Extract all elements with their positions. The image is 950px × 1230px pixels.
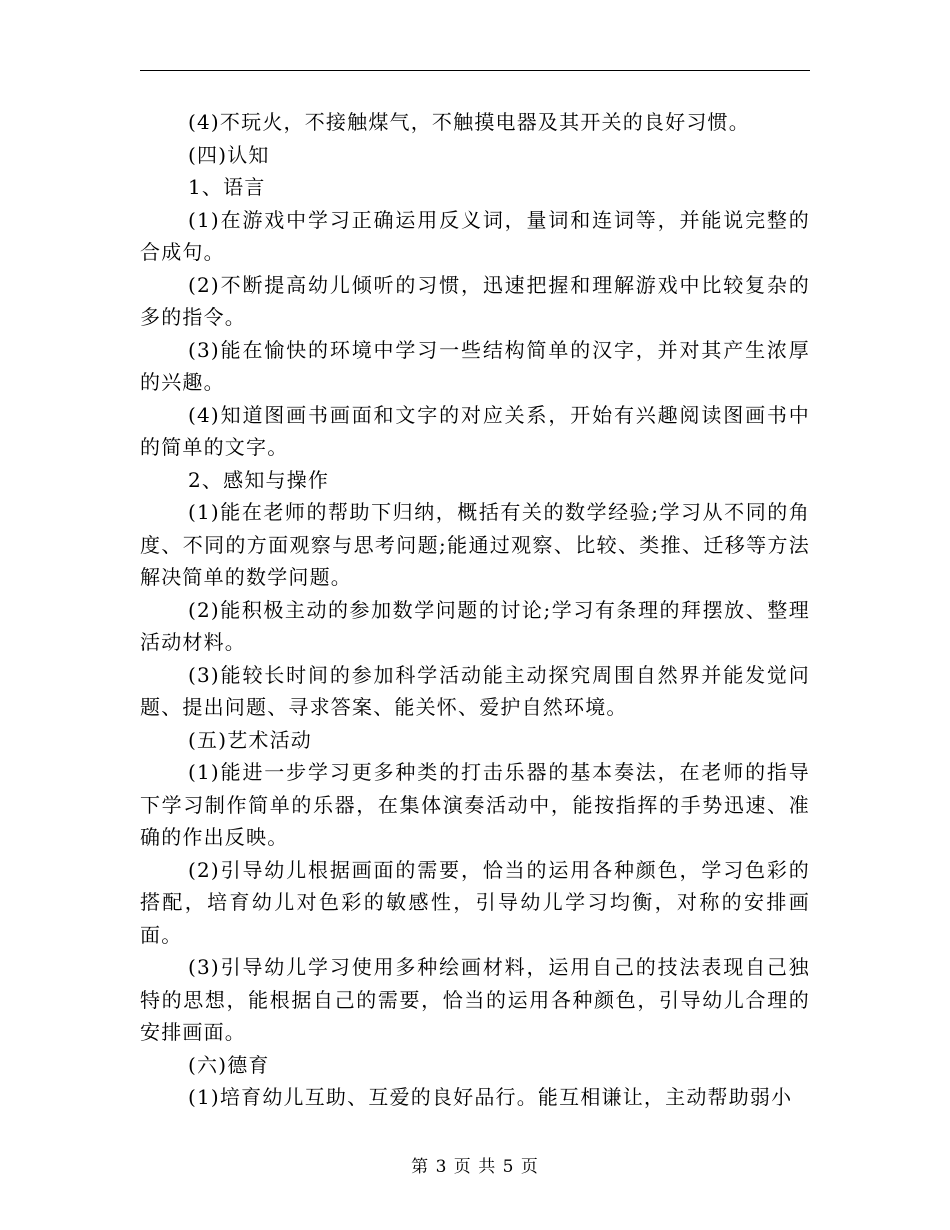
section-heading: (五)艺术活动 xyxy=(188,727,313,752)
paragraph: (2)引导幼儿根据画面的需要，恰当的运用各种颜色，学习色彩的搭配，培育幼儿对色彩的敏感性，引导幼儿学习均衡，对称的安排画面。 xyxy=(140,857,810,947)
section-heading: (四)认知 xyxy=(188,142,270,167)
paragraph: (3)引导幼儿学习使用多种绘画材料，运用自己的技法表现自己独特的思想，能根据自己的需要，恰当的运用各种颜色，引导幼儿合理的安排画面。 xyxy=(140,955,810,1044)
section-heading: (六)德育 xyxy=(188,1052,270,1077)
document-body xyxy=(140,106,810,1114)
paragraph: (1)能在老师的帮助下归纳，概括有关的数学经验;学习从不同的角度、不同的方面观察与思考问题;能通过观察、比较、类推、迁移等方法解决简单的数学问题。 xyxy=(140,500,810,589)
subsection-heading: 1、语言 xyxy=(188,175,266,199)
subsection-heading: 2、感知与操作 xyxy=(188,467,330,492)
page-number-footer: 第 3 页 共 5 页 xyxy=(411,1157,539,1177)
paragraph: (1)在游戏中学习正确运用反义词，量词和连词等，并能说完整的合成句。 xyxy=(140,207,810,264)
paragraph: (4)不玩火，不接触煤气，不触摸电器及其开关的良好习惯。 xyxy=(188,110,750,134)
paragraph: (4)知道图画书画面和文字的对应关系，开始有兴趣阅读图画书中的简单的文字。 xyxy=(140,402,810,459)
paragraph: (3)能在愉快的环境中学习一些结构简单的汉字，并对其产生浓厚的兴趣。 xyxy=(140,337,810,394)
paragraph: (1)能进一步学习更多种类的打击乐器的基本奏法，在老师的指导下学习制作简单的乐器，在集体演奏活动中，能按指挥的手势迅速、准确的作出反映。 xyxy=(140,760,810,849)
paragraph: (2)能积极主动的参加数学问题的讨论;学习有条理的拜摆放、整理活动材料。 xyxy=(140,597,810,654)
paragraph: (2)不断提高幼儿倾听的习惯，迅速把握和理解游戏中比较复杂的多的指令。 xyxy=(140,272,810,329)
paragraph: (1)培育幼儿互助、互爱的良好品行。能互相谦让，主动帮助弱小 xyxy=(188,1085,793,1109)
paragraph: (3)能较长时间的参加科学活动能主动探究周围自然界并能发觉问题、提出问题、寻求答案、能关怀、爱护自然环境。 xyxy=(140,662,810,719)
header-rule xyxy=(140,70,810,71)
